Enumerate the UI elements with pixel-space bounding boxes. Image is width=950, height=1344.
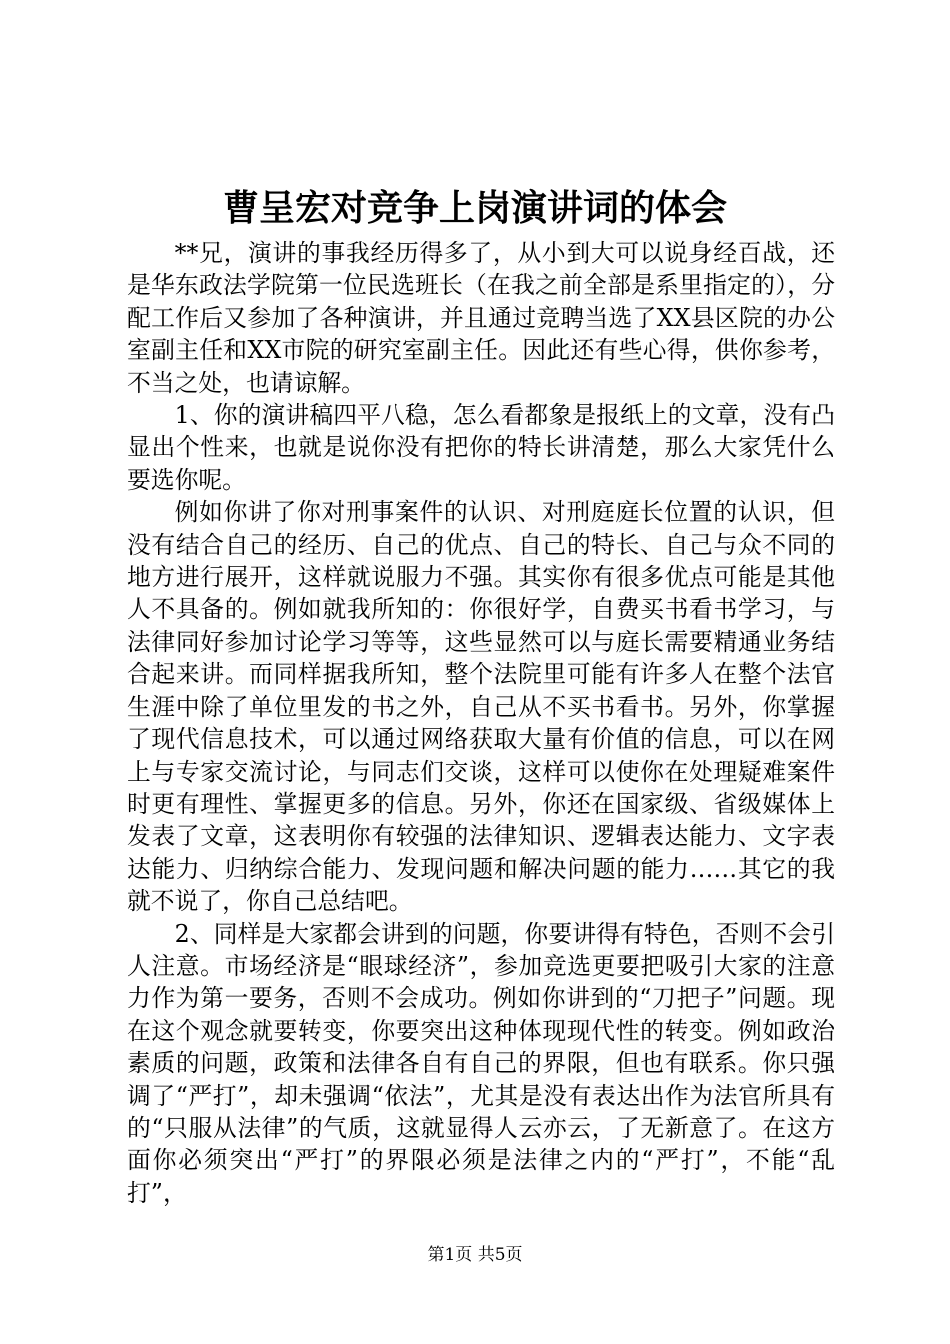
- document-body: [127, 237, 835, 1209]
- paragraph-example: 例如你讲了你对刑事案件的认识、对刑庭庭长位置的认识，但没有结合自己的经历、自己的优点、自己的特长、自己与众不同的地方进行展开，这样就说服力不强。其实你有很多优点可能是其他人不具备的。例如就我所知的：你很好学，自费买书看书学习，与法律同好参加讨论学习等等，这些显然可以与庭长需要精通业务结合起来讲。而同样据我所知，整个法院里可能有许多人在整个法官生涯中除了单位里发的书之外，自己从不买书看书。另外，你掌握了现代信息技术，可以通过网络获取大量有价值的信息，可以在网上与专家交流讨论，与同志们交谈，这样可以使你在处理疑难案件时更有理性、掌握更多的信息。另外，你还在国家级、省级媒体上发表了文章，这表明你有较强的法律知识、逻辑表达能力、文字表达能力、归纳综合能力、发现问题和解决问题的能力……其它的我就不说了，你自己总结吧。: [127, 498, 835, 916]
- paragraph-point-1: 1、你的演讲稿四平八稳，怎么看都象是报纸上的文章，没有凸显出个性来，也就是说你没有把你的特长讲清楚，那么大家凭什么要选你呢。: [127, 401, 835, 494]
- page-footer: [0, 1243, 950, 1267]
- paragraph-intro: **兄，演讲的事我经历得多了，从小到大可以说身经百战，还是华东政法学院第一位民选班长（在我之前全部是系里指定的），分配工作后又参加了各种演讲，并且通过竞聘当选了XX县区院的办公室副主任和XX市院的研究室副主任。因此还有些心得，供你参考，不当之处，也请谅解。: [127, 239, 835, 397]
- paragraph-point-2: 2、同样是大家都会讲到的问题，你要讲得有特色，否则不会引人注意。市场经济是“眼球经济”，参加竞选更要把吸引大家的注意力作为第一要务，否则不会成功。例如你讲到的“刀把子”问题。现在这个观念就要转变，你要突出这种体现现代性的转变。例如政治素质的问题，政策和法律各自有自己的界限，但也有联系。你只强调了“严打”，却未强调“依法”，尤其是没有表达出作为法官所具有的“只服从法律”的气质，这就显得人云亦云，了无新意了。在这方面你必须突出“严打”的界限必须是法律之内的“严打”，不能“乱打”，: [127, 919, 835, 1207]
- page-indicator: 第1页 共5页: [427, 1245, 523, 1265]
- document-title: 曹呈宏对竞争上岗演讲词的体会: [222, 187, 727, 229]
